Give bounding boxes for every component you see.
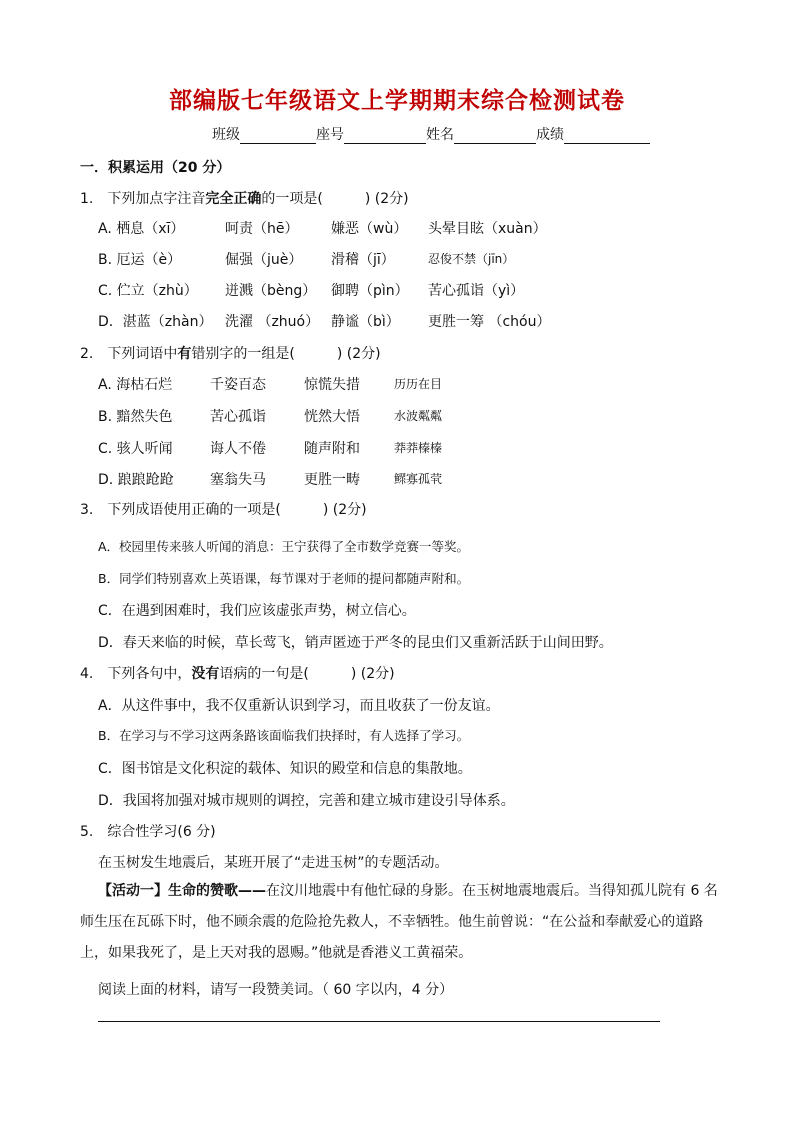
q1-stem-post: 的一项是( ) (2分): [261, 191, 409, 207]
q2-option-d-word2: 塞翁失马: [210, 472, 266, 488]
question-4-stem: [80, 663, 395, 683]
q2-option-b-word3: 恍然大悟: [304, 409, 360, 425]
q2-option-c-word3: 随声附和: [304, 441, 360, 457]
q4-stem-bold: 没有: [191, 666, 220, 682]
q1-option-b-word4: 忍俊不禁（jīn）: [428, 252, 515, 266]
q5-activity-label: 【活动一】生命的赞歌——: [98, 883, 266, 899]
q5-activity-paragraph: [80, 876, 720, 969]
q2-option-c-word2: 诲人不倦: [210, 441, 266, 457]
student-info-row: [212, 124, 650, 144]
q2-option-d-word3: 更胜一畴: [304, 472, 360, 488]
name-blank[interactable]: [454, 127, 536, 144]
page-title: 部编版七年级语文上学期期末综合检测试卷: [169, 88, 625, 114]
q1-option-d-word3: 静谧（bì）: [331, 314, 400, 330]
q2-option-d-word4: 鳏寡孤茕: [394, 472, 443, 486]
q2-stem-pre: 2. 下列词语中: [80, 346, 178, 362]
q3-option-b: B．同学们特别喜欢上英语课，每节课对于老师的提问都随声附和。: [98, 571, 470, 586]
q1-stem-pre: 1. 下列加点字注音: [80, 191, 206, 207]
q1-stem-bold: 完全正确: [205, 191, 262, 207]
q5-intro: 在玉树发生地震后，某班开展了“走进玉树”的专题活动。: [98, 855, 449, 871]
seat-label: 座号: [316, 127, 344, 143]
question-1-stem: [80, 188, 409, 208]
q1-option-b-word2: 倔强（juè）: [225, 252, 303, 268]
q4-option-d: D．我国将加强对城市规则的调控，完善和建立城市建设引导体系。: [98, 793, 515, 809]
answer-line[interactable]: [98, 1021, 660, 1022]
q1-option-a: A. 栖息（xī）: [98, 221, 185, 237]
question-3-stem: 3. 下列成语使用正确的一项是( ) (2分): [80, 502, 367, 518]
q1-option-c-word4: 苦心孤诣（yì）: [428, 283, 525, 299]
q4-option-a: A．从这件事中，我不仅重新认识到学习，而且收获了一份友谊。: [98, 698, 500, 714]
q3-option-d: D．春天来临的时候，草长莺飞，销声匿迹于严冬的昆虫们又重新活跃于山间田野。: [98, 635, 613, 651]
q1-option-d: D．湛蓝（zhàn）: [98, 314, 213, 330]
q1-option-b: B. 厄运（è）: [98, 252, 182, 268]
q2-option-a-word2: 千姿百态: [210, 377, 266, 393]
q2-option-b-word2: 苦心孤诣: [210, 409, 266, 425]
question-5-stem: 5. 综合性学习(6 分): [80, 824, 216, 840]
q2-option-c: C. 骇人听闻: [98, 441, 173, 457]
class-blank[interactable]: [240, 127, 316, 144]
q2-option-a: A. 海枯石烂: [98, 377, 173, 393]
q4-stem-post: 语病的一句是( ) (2分): [219, 666, 395, 682]
section-heading: 一．积累运用（20 分）: [80, 160, 231, 176]
seat-blank[interactable]: [344, 127, 426, 144]
q3-option-c: C．在遇到困难时，我们应该虚张声势，树立信心。: [98, 603, 416, 619]
q1-option-a-word4: 头晕目眩（xuàn）: [428, 221, 547, 237]
q1-option-c: C. 伫立（zhù）: [98, 283, 198, 299]
score-label: 成绩: [536, 127, 564, 143]
q1-option-d-word4: 更胜一筹 （chóu）: [428, 314, 551, 330]
q2-stem-post: 错别字的一组是( ) (2分): [191, 346, 381, 362]
q2-option-a-word3: 惊慌失措: [304, 377, 360, 393]
q2-option-a-word4: 历历在目: [394, 377, 443, 391]
q2-stem-bold: 有: [177, 346, 192, 362]
q1-option-a-word3: 嫌恶（wù）: [331, 221, 408, 237]
name-label: 姓名: [426, 127, 454, 143]
q2-option-c-word4: 莽莽榛榛: [394, 441, 443, 455]
q2-option-b-word4: 水波粼粼: [394, 409, 443, 423]
q2-option-b: B. 黯然失色: [98, 409, 173, 425]
q1-option-b-word3: 滑稽（jī）: [331, 252, 395, 268]
q4-option-b: B．在学习与不学习这两条路该面临我们抉择时，有人选择了学习。: [98, 728, 470, 743]
q1-option-a-word2: 呵责（hē）: [225, 221, 299, 237]
q1-option-d-word2: 洗濯 （zhuó）: [225, 314, 320, 330]
q1-option-c-word3: 御聘（pìn）: [331, 283, 409, 299]
q4-stem-pre: 4. 下列各句中，: [80, 666, 192, 682]
q3-option-a: A．校园里传来骇人听闻的消息：王宁获得了全市数学竞赛一等奖。: [98, 539, 470, 554]
q2-option-d: D. 踉踉跄跄: [98, 472, 174, 488]
score-blank[interactable]: [564, 127, 650, 144]
q1-option-c-word2: 迸溅（bèng）: [225, 283, 317, 299]
q5-task: 阅读上面的材料，请写一段赞美词。（ 60 字以内，4 分）: [98, 982, 454, 998]
question-2-stem: [80, 343, 381, 363]
q5-activity-text: 在汶川地震中有他忙碌的身影。在玉树地震地震后。当得知孤儿院有 6 名师生压在瓦砾下时，他不顾余震的危险抢先救人，不幸牺牲。他生前曾说：“在公益和奉献爱心的道路上，如果我死了，是上天对我的恩赐。”他就是香港义工黄福荣。: [80, 883, 718, 961]
class-label: 班级: [212, 127, 240, 143]
q4-option-c: C．图书馆是文化积淀的载体、知识的殿堂和信息的集散地。: [98, 761, 472, 777]
